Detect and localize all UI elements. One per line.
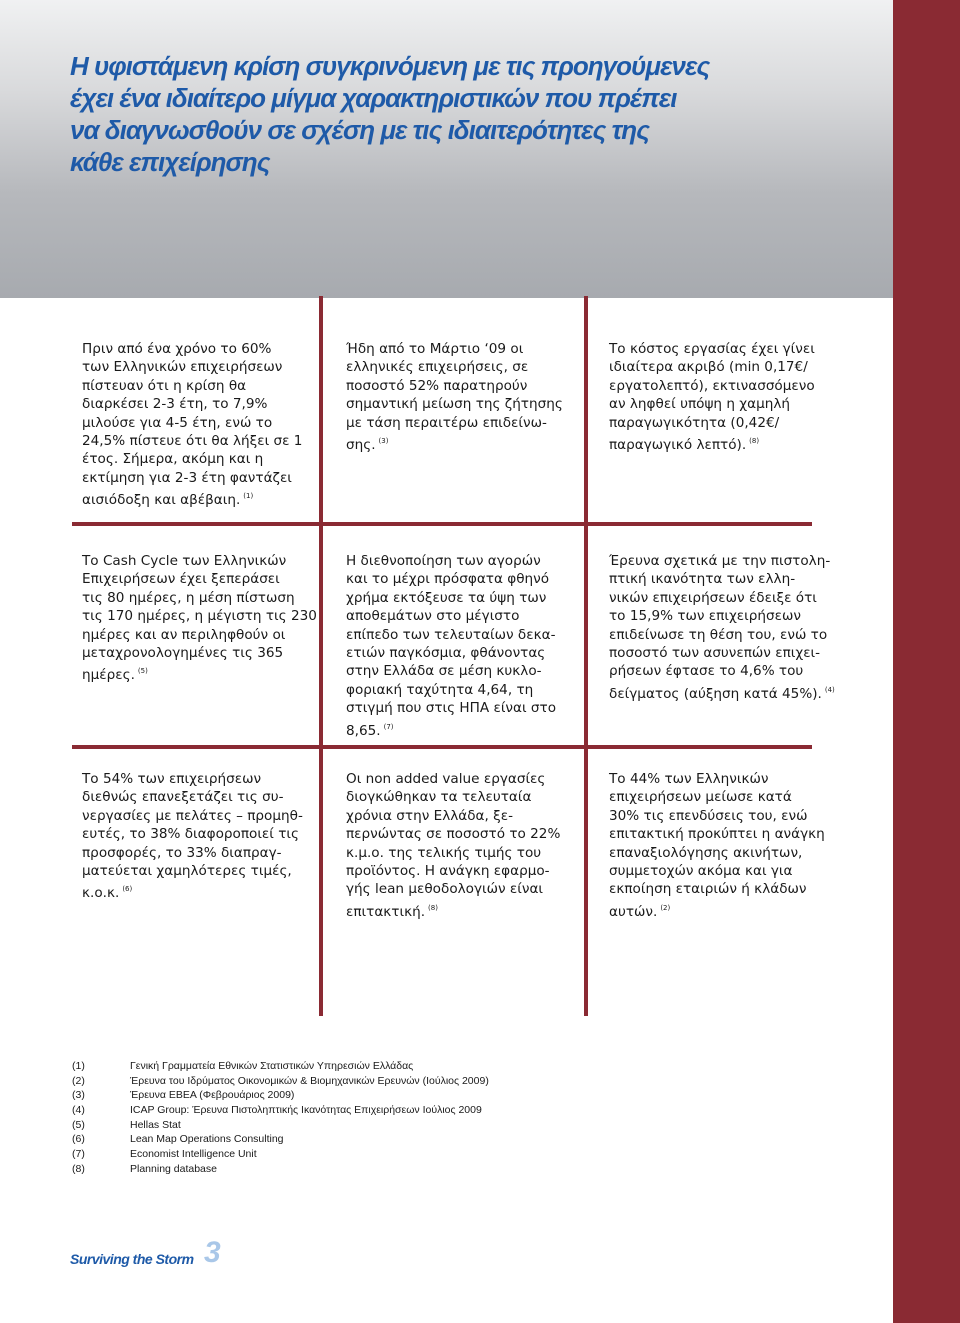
footnote-number: (5) <box>72 1118 85 1131</box>
fact-line: και το μέχρι πρόσφατα φθηνό <box>346 571 550 588</box>
fact-cell-1 <box>82 340 303 510</box>
footnotes-list <box>72 1060 592 1178</box>
fact-line: Ήδη από το Μάρτιο ‘09 οι <box>346 341 524 357</box>
fact-line: χρήμα εκτόξευσε τα ύψη των <box>346 589 547 606</box>
fact-line: διαρκέσει 2-3 έτη, το 7,9% <box>82 396 268 413</box>
footnote-source: Lean Map Operations Consulting <box>130 1133 284 1146</box>
fact-line: περνώντας σε ποσοστό το 22% <box>346 826 561 843</box>
fact-cell-5 <box>346 552 564 740</box>
divider-vertical-left <box>319 296 323 1016</box>
fact-line: προϊόντος. Η ανάγκη εφαρμο- <box>346 863 550 880</box>
fact-line: επιχειρήσεων μείωσε κατά <box>609 789 792 806</box>
fact-line: ποσοστό των ασυνεπών επιχει- <box>609 645 821 662</box>
fact-line <box>346 718 564 740</box>
fact-line: διεθνώς επανεξετάζει τις συ- <box>82 789 284 806</box>
fact-line: μιλούσε για 4-5 έτη, ενώ το <box>82 414 273 431</box>
fact-line: Οι non added value εργασίες <box>346 771 546 787</box>
fact-line: επίπεδο των τελευταίων δεκα- <box>346 626 556 643</box>
fact-cell-7 <box>82 770 303 903</box>
fact-line: πίστευαν ότι η κρίση θα <box>82 377 247 394</box>
fact-line: 24,5% πίστευε ότι θα λήξει σε 1 <box>82 433 303 450</box>
footnote-ref: (3) <box>378 437 389 446</box>
divider-horizontal-bottom <box>72 745 812 749</box>
fact-cell-8 <box>346 770 564 921</box>
footnote-source: Γενική Γραμματεία Εθνικών Στατιστικών Υπηρεσιών Ελλάδας <box>130 1060 414 1072</box>
fact-line: Πριν από ένα χρόνο το 60% <box>82 341 272 357</box>
footnote-number: (1) <box>72 1060 85 1072</box>
footnote-source: Έρευνα ΕΒΕΑ (Φεβρουάριος 2009) <box>130 1089 295 1102</box>
fact-line: ευτές, το 38% διαφοροποιεί τις <box>82 826 299 843</box>
fact-cell-4 <box>82 552 317 685</box>
fact-line: πτική ικανότητα των ελλη- <box>609 571 796 588</box>
footnote-row <box>72 1163 592 1178</box>
fact-cell-6 <box>609 552 835 703</box>
fact-line: το 15,9% των επιχειρήσεων <box>609 608 801 625</box>
fact-line: επιδείνωσε τη θέση του, ενώ το <box>609 626 828 643</box>
fact-line-text: ημέρες. <box>82 667 135 684</box>
fact-cell-9 <box>609 770 827 921</box>
fact-line <box>82 487 300 509</box>
footnote-number: (8) <box>72 1162 85 1175</box>
fact-line: κ.μ.ο. της τελικής τιμής του <box>346 844 542 861</box>
fact-line: Το 54% των επιχειρήσεων <box>82 771 262 787</box>
fact-line-text: αυτών. <box>609 903 658 920</box>
fact-line: διογκώθηκαν τα τελευταία <box>346 789 532 806</box>
footnote-row <box>72 1119 592 1134</box>
footnote-ref: (8) <box>749 437 760 446</box>
fact-line: στιγμή που στις ΗΠΑ είναι στο <box>346 700 557 717</box>
footnote-ref: (2) <box>660 903 671 912</box>
fact-line <box>82 662 300 684</box>
fact-line: Το 44% των Ελληνικών <box>609 771 769 787</box>
footnote-row <box>72 1148 592 1163</box>
fact-line: σημαντική μείωση της ζήτησης <box>346 396 563 413</box>
footnote-row <box>72 1075 592 1090</box>
page-headline <box>70 50 710 178</box>
footnote-row <box>72 1133 592 1148</box>
fact-line: τις 80 ημέρες, η μέση πίστωση <box>82 589 295 606</box>
fact-line: νικών επιχειρήσεων έδειξε ότι <box>609 589 817 606</box>
fact-line: επαναξιολόγησης ακινήτων, <box>609 844 803 861</box>
fact-line: Το κόστος εργασίας έχει γίνει <box>609 341 815 357</box>
fact-line: Έρευνα σχετικά με την πιστολη- <box>609 553 831 569</box>
headline-line: να διαγνωσθούν σε σχέση με τις ιδιαιτερότητες της <box>70 115 649 145</box>
footnote-ref: (6) <box>122 885 133 894</box>
fact-line-text: αισιόδοξη και αβέβαιη. <box>82 492 241 509</box>
footnote-ref: (1) <box>243 492 254 501</box>
divider-horizontal-top <box>72 522 812 526</box>
fact-line: γής lean μεθοδολογιών είναι <box>346 881 544 898</box>
fact-line: Το Cash Cycle των Ελληνικών <box>82 553 287 569</box>
headline-line: έχει ένα ιδιαίτερο μίγμα χαρακτηριστικών που πρέπει <box>70 83 677 113</box>
footnote-source: Έρευνα του Ιδρύματος Οικονομικών & Βιομηχανικών Ερευνών (Ιούλιος 2009) <box>130 1074 489 1087</box>
fact-line: αποθεμάτων στο μέγιστο <box>346 608 520 625</box>
footer-title: Surviving the Storm <box>70 1251 194 1267</box>
footnote-source: Hellas Stat <box>130 1118 181 1131</box>
fact-line: Η διεθνοποίηση των αγορών <box>346 553 541 569</box>
fact-line: στην Ελλάδα σε μέση κυκλο- <box>346 663 542 680</box>
page-number: 3 <box>204 1236 221 1269</box>
fact-line-text: κ.ο.κ. <box>82 885 120 902</box>
fact-line: ποσοστό 52% παρατηρούν <box>346 377 528 394</box>
fact-line-text: επιτακτική. <box>346 903 426 920</box>
footnote-ref: (5) <box>137 667 148 676</box>
fact-line <box>609 899 827 921</box>
footnote-source: Economist Intelligence Unit <box>130 1148 257 1161</box>
footnote-number: (6) <box>72 1133 85 1146</box>
fact-line: έτος. Σήμερα, ακόμη και η <box>82 451 264 468</box>
headline-line: Η υφιστάμενη κρίση συγκρινόμενη με τις προηγούμενες <box>70 51 710 81</box>
fact-line: συμμετοχών ακόμα και για <box>609 863 793 880</box>
fact-line: αν ληφθεί υπόψη η χαμηλή <box>609 396 791 413</box>
footnote-row <box>72 1104 592 1119</box>
fact-line: παραγωγικότητα (0,42€/ <box>609 414 780 431</box>
fact-line: ημέρες και αν περιληφθούν οι <box>82 626 286 643</box>
fact-line: Επιχειρήσεων έχει ξεπεράσει <box>82 571 280 588</box>
fact-line: εργατολεπτό), εκτινασσόμενο <box>609 377 815 394</box>
footnote-ref: (8) <box>428 903 438 912</box>
footnote-number: (3) <box>72 1089 85 1102</box>
fact-line <box>609 681 835 703</box>
fact-line <box>82 880 300 902</box>
fact-line <box>346 899 564 921</box>
fact-line <box>346 432 564 454</box>
footnote-source: ICAP Group: Έρευνα Πιστοληπτικής Ικανότητας Επιχειρήσεων Ιούλιος 2009 <box>130 1104 482 1117</box>
divider-vertical-right <box>584 296 588 1016</box>
side-accent-bar <box>893 0 960 1323</box>
headline-line: κάθε επιχείρησης <box>70 147 270 177</box>
fact-line: με τάση περαιτέρω επιδείνω- <box>346 414 547 431</box>
footnote-row <box>72 1089 592 1104</box>
fact-cell-3 <box>609 340 827 454</box>
fact-line: ματεύεται χαμηλότερες τιμές, <box>82 863 292 880</box>
fact-line: τις 170 ημέρες, η μέγιστη τις 230 <box>82 608 317 625</box>
fact-line-text: παραγωγικό λεπτό). <box>609 437 747 454</box>
fact-line: των Ελληνικών επιχειρήσεων <box>82 359 283 376</box>
footnote-number: (7) <box>72 1148 85 1161</box>
fact-line: ετιών παγκόσμια, φθάνοντας <box>346 645 546 662</box>
footnote-number: (4) <box>72 1104 85 1117</box>
fact-line: νεργασίες με πελάτες – προμηθ- <box>82 807 303 824</box>
fact-line: 30% τις επενδύσεις του, ενώ <box>609 807 808 824</box>
footnote-ref: (4) <box>824 685 835 694</box>
fact-line: επιτακτική προκύπτει η ανάγκη <box>609 826 825 843</box>
fact-line: ρήσεων έφτασε το 4,6% του <box>609 663 804 680</box>
fact-line: εκτίμηση για 2-3 έτη φαντάζει <box>82 469 292 486</box>
fact-line: ελληνικές επιχειρήσεις, σε <box>346 359 529 376</box>
fact-line-text: δείγματος (αύξηση κατά 45%). <box>609 685 822 702</box>
fact-line-text: σης. <box>346 437 376 454</box>
fact-line: μεταχρονολογημένες τις 365 <box>82 645 284 662</box>
fact-line: εκποίηση εταιριών ή κλάδων <box>609 881 807 898</box>
fact-line: προσφορές, το 33% διαπραγ- <box>82 844 282 861</box>
fact-line <box>609 432 827 454</box>
footnote-number: (2) <box>72 1074 85 1087</box>
fact-line-text: 8,65. <box>346 722 381 739</box>
fact-cell-2 <box>346 340 564 454</box>
fact-line: φοριακή ταχύτητα 4,64, τη <box>346 681 534 698</box>
footnote-ref: (7) <box>383 722 394 731</box>
footnote-source: Planning database <box>130 1162 217 1175</box>
fact-line: ιδιαίτερα ακριβό (min 0,17€/ <box>609 359 808 376</box>
fact-line: χρόνια στην Ελλάδα, ξε- <box>346 807 513 824</box>
footnote-row <box>72 1060 592 1075</box>
